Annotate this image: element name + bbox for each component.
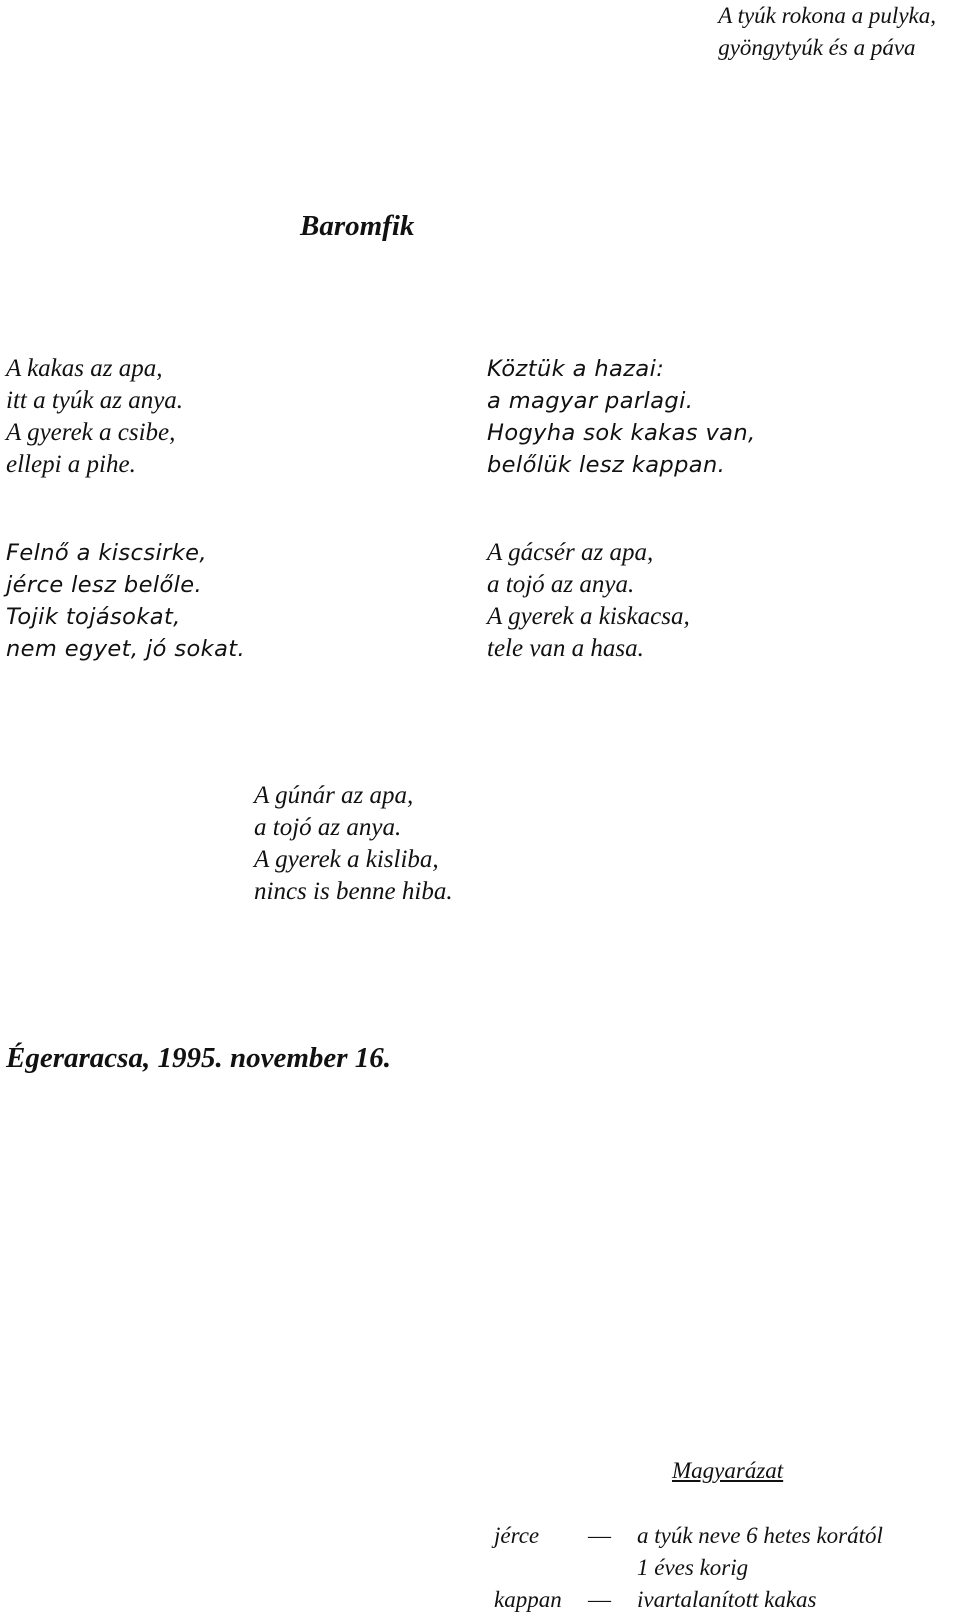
stanza-2 [6, 537, 245, 665]
poem-line: nincs is benne hiba. [254, 878, 453, 905]
poem-line: Hogyha sok kakas van, [487, 420, 756, 446]
glossary-dash: — [588, 1587, 611, 1612]
stanza-4 [487, 537, 690, 665]
poem-line: A gúnár az apa, [254, 782, 414, 809]
poem-line: A gyerek a kisliba, [254, 846, 439, 873]
stanza-5 [254, 780, 453, 908]
poem-line: A gyerek a csibe, [6, 419, 176, 446]
poem-line: A kakas az apa, [6, 355, 163, 382]
poem-line: A gácsér az apa, [487, 539, 654, 566]
poem-line: a magyar parlagi. [487, 388, 694, 414]
glossary-term: jérce [494, 1523, 540, 1548]
poem-line: nem egyet, jó sokat. [6, 636, 246, 662]
poem-line: tele van a hasa. [487, 635, 644, 662]
poem-line: Köztük a hazai: [487, 356, 665, 382]
glossary-definition: a tyúk neve 6 hetes korától [637, 1523, 883, 1548]
stanza-3 [487, 353, 756, 481]
poem-line: Tojik tojásokat, [6, 604, 181, 630]
epigraph-line: A tyúk rokona a pulyka, [718, 3, 936, 28]
stanza-1 [6, 353, 183, 481]
glossary-term: kappan [494, 1587, 562, 1612]
epigraph [718, 0, 936, 64]
glossary-definition: 1 éves korig [637, 1555, 749, 1580]
poem-line: belőlük lesz kappan. [487, 452, 726, 478]
date-line: Égeraracsa, 1995. november 16. [6, 1042, 392, 1074]
glossary-entry [0, 1584, 960, 1616]
poem-line: a tojó az anya. [254, 814, 402, 841]
poem-line: ellepi a pihe. [6, 451, 136, 478]
poem-line: jérce lesz belőle. [6, 572, 203, 598]
glossary-dash: — [588, 1523, 611, 1548]
epigraph-line: gyöngytyúk és a páva [718, 35, 916, 60]
glossary-heading: Magyarázat [672, 1458, 784, 1483]
poem-line: a tojó az anya. [487, 571, 635, 598]
poem-line: Felnő a kiscsirke, [6, 540, 207, 566]
poem-line: itt a tyúk az anya. [6, 387, 184, 414]
poem-title: Baromfik [300, 210, 415, 242]
glossary-definition: ivartalanított kakas [637, 1587, 817, 1612]
poem-line: A gyerek a kiskacsa, [487, 603, 690, 630]
glossary-entry [0, 1520, 960, 1584]
